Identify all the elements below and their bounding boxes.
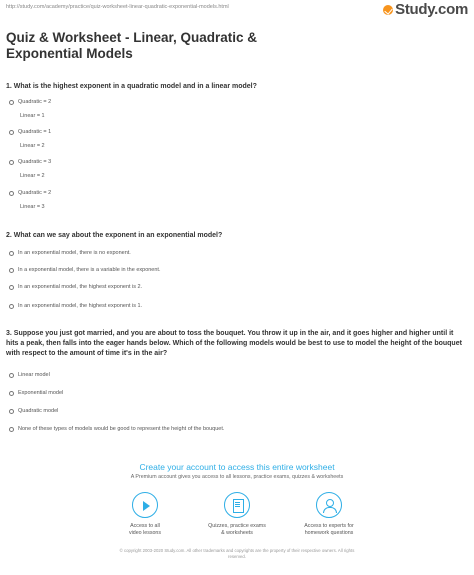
radio-icon[interactable] <box>9 373 14 378</box>
question-2: 2. What can we say about the exponent in an exponential model? <box>6 232 223 239</box>
radio-icon[interactable] <box>9 268 14 273</box>
q3-option-2[interactable]: Exponential model <box>9 389 63 398</box>
q1-option-1[interactable]: Quadratic = 2 <box>9 98 51 107</box>
study-checkmark-logo-icon <box>383 5 393 15</box>
radio-icon[interactable] <box>9 391 14 396</box>
radio-icon[interactable] <box>9 427 14 432</box>
radio-icon[interactable] <box>9 251 14 256</box>
radio-icon[interactable] <box>9 100 14 105</box>
logo-text: Study.com <box>395 1 468 18</box>
radio-icon[interactable] <box>9 285 14 290</box>
q2-option-3[interactable]: In an exponential model, the highest exponent is 2. <box>9 283 142 292</box>
q3-option-1[interactable]: Linear model <box>9 371 50 380</box>
q2-option-2[interactable]: In a exponential model, there is a variable in the exponent. <box>9 266 160 275</box>
question-3: 3. Suppose you just got married, and you are about to toss the bouquet. You throw it up in the air, and it goes higher and higher until it hits a peak, then falls into the eager hands below. Which of the following models would be best to use to model the height of the bouquet with respect to the amount of time it's in the air? <box>6 330 462 357</box>
q2-option-1[interactable]: In an exponential model, there is no exponent. <box>9 249 131 258</box>
q1-option-3[interactable]: Quadratic = 3 <box>9 158 51 167</box>
q3-option-4[interactable]: None of these types of models would be good to represent the height of the bouquet. <box>9 425 224 434</box>
radio-icon[interactable] <box>9 130 14 135</box>
cta-subtitle: A Premium account gives you access to all lessons, practice exams, quizzes & worksheets <box>130 474 344 480</box>
copyright-footer: © copyright 2003-2020 Study.com. All other trademarks and copyrights are the property of their respective owners. All rights reserved. <box>119 548 355 559</box>
page-title: Quiz & Worksheet - Linear, Quadratic & Exponential Models <box>6 30 258 61</box>
feature-experts: Access to experts for homework questions <box>284 492 374 537</box>
study-logo[interactable] <box>383 1 468 18</box>
worksheet-icon <box>224 492 250 518</box>
q1-option-4[interactable]: Quadratic = 2 <box>9 189 51 198</box>
q3-option-3[interactable]: Quadratic model <box>9 407 58 416</box>
q2-option-4[interactable]: In an exponential model, the highest exponent is 1. <box>9 302 142 311</box>
page-url: http://study.com/academy/practice/quiz-worksheet-linear-quadratic-exponential-models.html <box>6 4 229 10</box>
feature-worksheets: Quizzes, practice exams & worksheets <box>192 492 282 537</box>
experts-icon <box>316 492 342 518</box>
q1-option-4-line2: Linear = 3 <box>20 204 45 210</box>
radio-icon[interactable] <box>9 191 14 196</box>
q1-option-2-line2: Linear = 2 <box>20 143 45 149</box>
q1-option-3-line2: Linear = 2 <box>20 173 45 179</box>
q1-option-1-line2: Linear = 1 <box>20 113 45 119</box>
question-1: 1. What is the highest exponent in a quadratic model and in a linear model? <box>6 83 257 90</box>
radio-icon[interactable] <box>9 160 14 165</box>
radio-icon[interactable] <box>9 304 14 309</box>
cta-title[interactable]: Create your account to access this entire worksheet <box>139 462 335 472</box>
video-play-icon <box>132 492 158 518</box>
q1-option-2[interactable]: Quadratic = 1 <box>9 128 51 137</box>
feature-video-lessons: Access to all video lessons <box>100 492 190 537</box>
radio-icon[interactable] <box>9 409 14 414</box>
